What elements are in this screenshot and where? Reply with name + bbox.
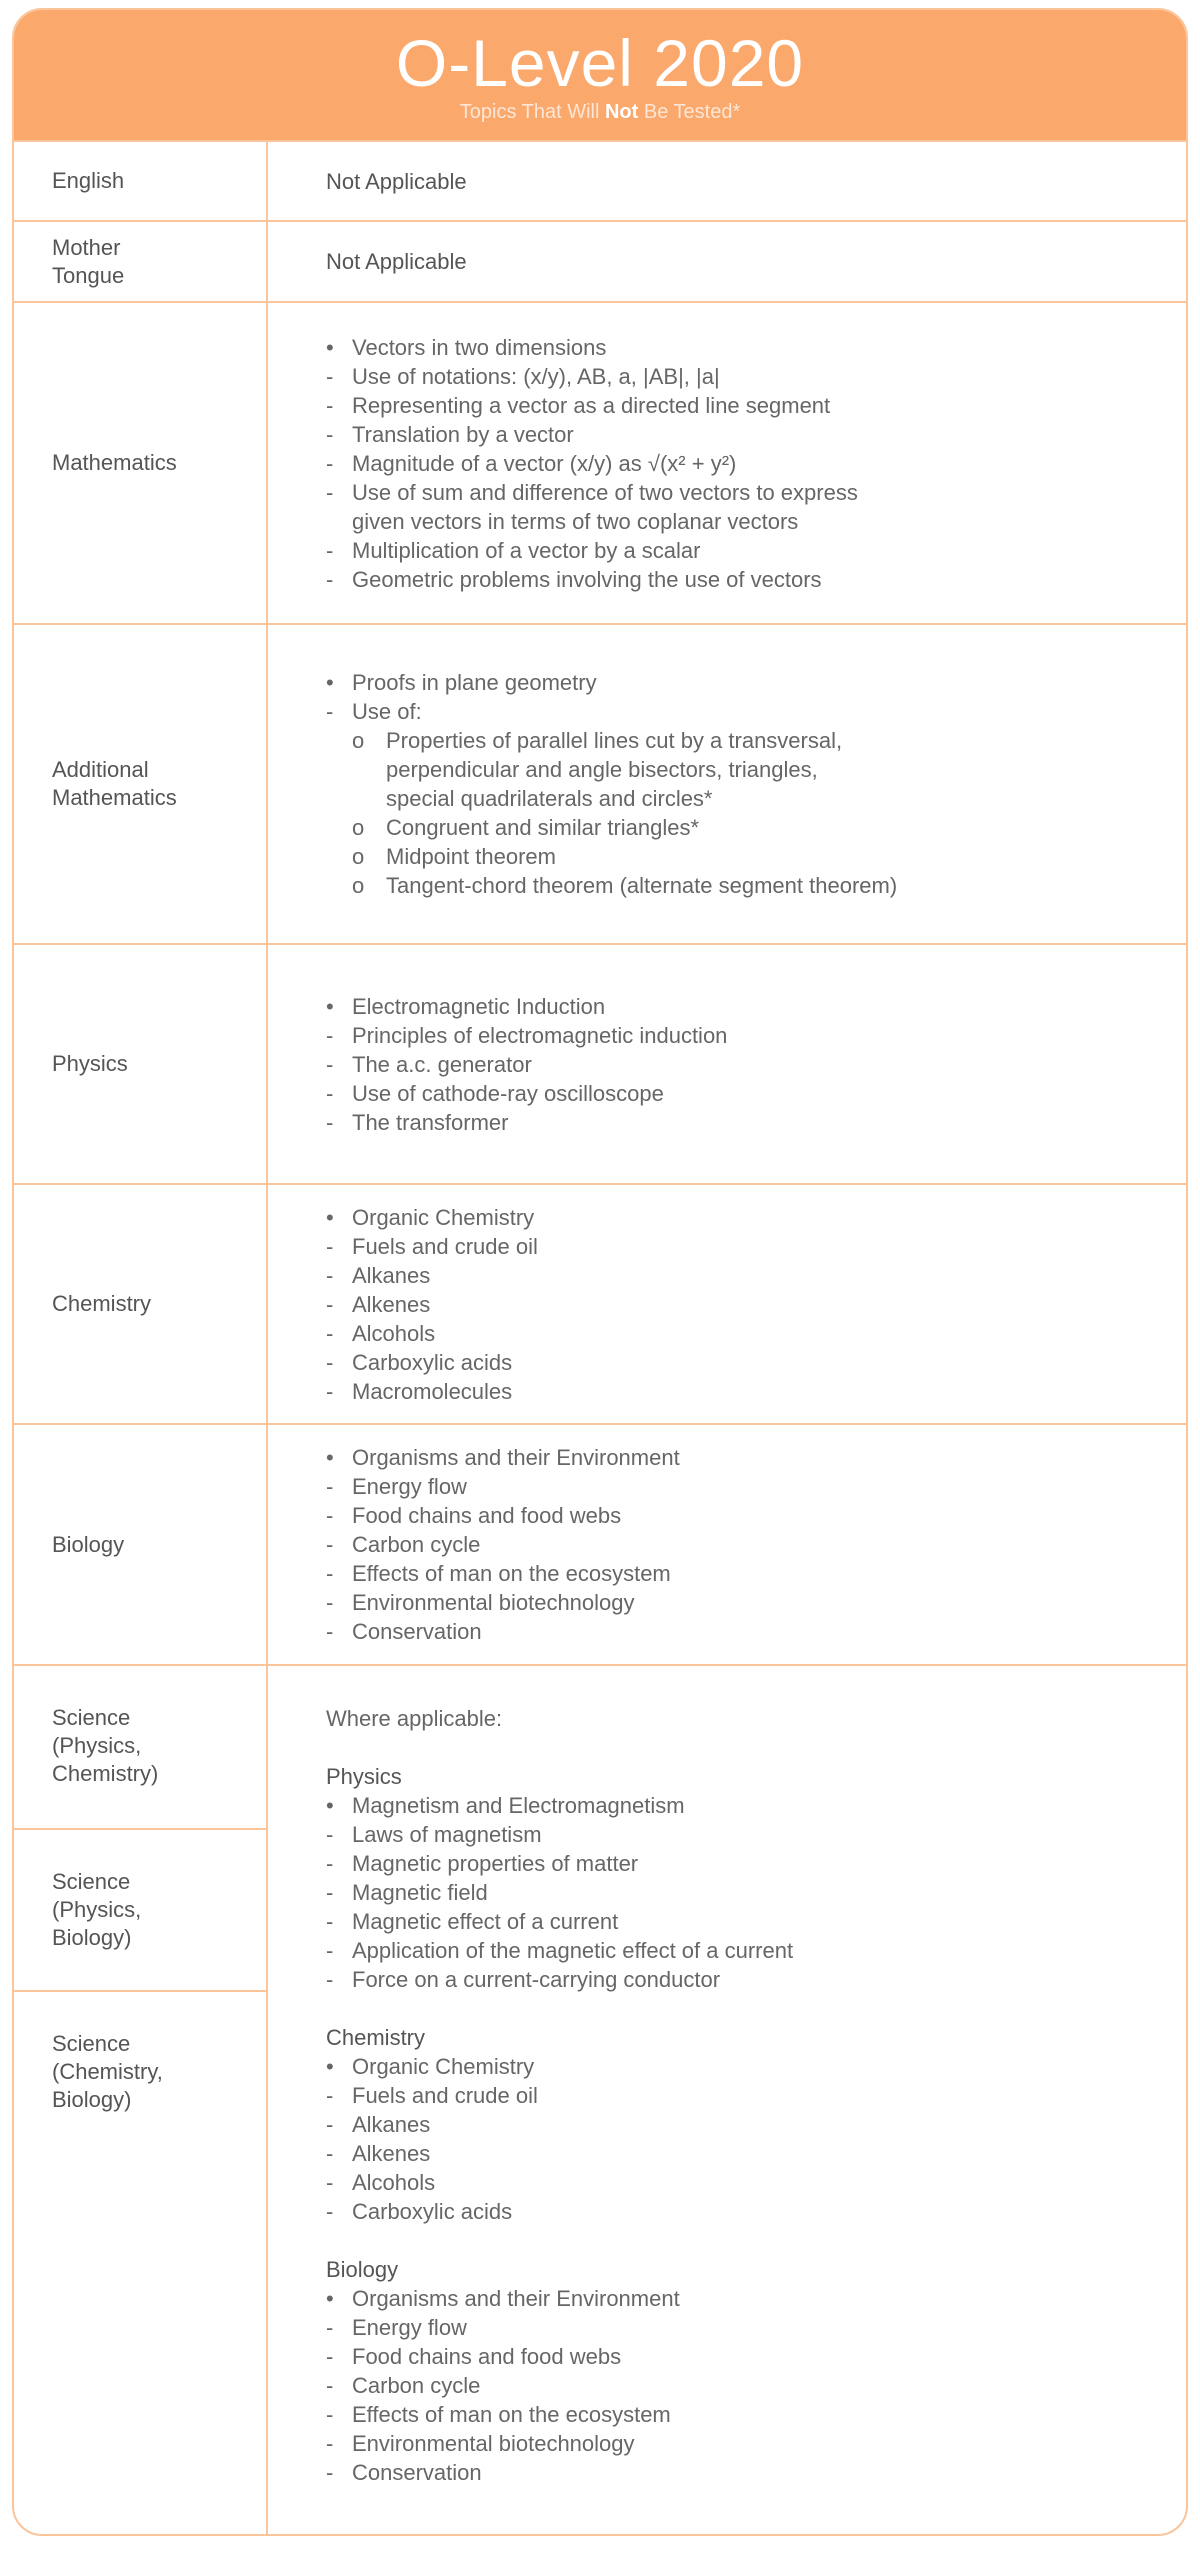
topic-text: Magnetism and Electromagnetism bbox=[352, 1793, 685, 1818]
topic-item bbox=[326, 2342, 1186, 2371]
topic-item bbox=[326, 1617, 1186, 1646]
topic-text: Alcohols bbox=[352, 1320, 436, 1346]
bullet-marker: - bbox=[326, 1320, 334, 1346]
topic-item bbox=[326, 1232, 1186, 1261]
row-chemistry bbox=[14, 1183, 1186, 1423]
topic-item bbox=[326, 2400, 1186, 2429]
bullet-marker: - bbox=[326, 392, 334, 418]
bullet-marker: - bbox=[326, 1349, 334, 1375]
topic-list bbox=[326, 1791, 1186, 1994]
topic-text: Alcohols bbox=[352, 2170, 436, 2195]
bullet-marker: - bbox=[326, 1262, 334, 1288]
row-physics bbox=[14, 943, 1186, 1183]
topic-item bbox=[326, 2429, 1186, 2458]
topic-text: Organisms and their Environment bbox=[352, 1445, 680, 1470]
topic-item bbox=[326, 2052, 1186, 2081]
bullet-marker: - bbox=[326, 2315, 334, 2340]
subtopic-item bbox=[326, 755, 1186, 784]
topic-item bbox=[326, 1501, 1186, 1530]
topic-item bbox=[326, 1319, 1186, 1348]
topic-text: Carbon cycle bbox=[352, 1532, 481, 1557]
subtitle-post: Be Tested* bbox=[638, 101, 741, 123]
topics-cell bbox=[268, 1185, 1186, 1423]
topic-text: Magnetic effect of a current bbox=[352, 1909, 619, 1934]
topic-text: Energy flow bbox=[352, 2315, 467, 2340]
bullet-marker: - bbox=[326, 1590, 334, 1615]
subject-line: Biology) bbox=[52, 1925, 132, 1950]
topic-list bbox=[326, 2284, 1186, 2487]
bullet-marker: - bbox=[326, 2199, 334, 2224]
topic-text: Organic Chemistry bbox=[352, 2054, 535, 2079]
topic-text: Use of cathode-ray oscilloscope bbox=[352, 1080, 664, 1106]
subject-cell: Mathematics bbox=[14, 303, 268, 623]
topic-item bbox=[326, 668, 1186, 697]
topic-text: special quadrilaterals and circles* bbox=[386, 786, 713, 811]
bullet-marker: - bbox=[326, 2170, 334, 2195]
bullet-marker: - bbox=[326, 421, 334, 447]
bullet-marker: • bbox=[326, 670, 334, 695]
topic-text: Alkenes bbox=[352, 2141, 431, 2166]
row-mother-tongue bbox=[14, 220, 1186, 301]
topics-cell bbox=[268, 945, 1186, 1183]
topic-text: Conservation bbox=[352, 1619, 482, 1644]
topic-item bbox=[326, 1079, 1186, 1108]
subject-line: (Physics, bbox=[52, 1733, 142, 1758]
not-applicable-text: Not Applicable bbox=[326, 249, 467, 274]
subject-cell: Biology bbox=[14, 1425, 268, 1664]
bullet-marker: - bbox=[326, 537, 334, 563]
topic-item bbox=[326, 1907, 1186, 1936]
bullet-marker: • bbox=[326, 1793, 334, 1818]
topics-cell bbox=[268, 1425, 1186, 1664]
topic-text: Representing a vector as a directed line segment bbox=[352, 392, 831, 418]
topic-text: Carboxylic acids bbox=[352, 1349, 513, 1375]
topic-text: Fuels and crude oil bbox=[352, 2083, 538, 2108]
bullet-marker: - bbox=[326, 1880, 334, 1905]
subtitle-bold: Not bbox=[604, 101, 639, 123]
topics-cell bbox=[268, 142, 1186, 220]
bullet-marker bbox=[326, 507, 352, 536]
bullet-marker: - bbox=[326, 479, 334, 505]
bullet-marker: - bbox=[326, 1822, 334, 1847]
bullet-marker: - bbox=[326, 2373, 334, 2398]
topic-text: Environmental biotechnology bbox=[352, 1590, 635, 1615]
row-mathematics bbox=[14, 301, 1186, 623]
bullet-marker: - bbox=[326, 2141, 334, 2166]
bullet-marker: - bbox=[326, 450, 334, 476]
topic-text: Vectors in two dimensions bbox=[352, 334, 607, 360]
bullet-marker: o bbox=[352, 844, 365, 869]
bullet-marker: o bbox=[352, 815, 365, 840]
topic-text: Laws of magnetism bbox=[352, 1822, 542, 1847]
subtopic-list bbox=[326, 726, 1186, 900]
subject-cell: Physics bbox=[14, 945, 268, 1183]
topic-text: Macromolecules bbox=[352, 1378, 513, 1404]
topics-cell bbox=[268, 625, 1186, 943]
topic-item bbox=[326, 1965, 1186, 1994]
bullet-marker: - bbox=[326, 1503, 334, 1528]
subject-cell bbox=[14, 625, 268, 943]
bullet-marker: - bbox=[326, 2460, 334, 2485]
bullet-marker: - bbox=[326, 1909, 334, 1934]
topic-text: Use of sum and difference of two vectors to express bbox=[352, 479, 858, 505]
topic-item bbox=[326, 391, 1186, 420]
bullet-marker bbox=[352, 784, 386, 813]
topic-text: Use of: bbox=[352, 699, 422, 724]
bullet-marker: • bbox=[326, 334, 334, 360]
topic-item bbox=[326, 2110, 1186, 2139]
topic-text: Force on a current-carrying conductor bbox=[352, 1967, 721, 1992]
bullet-marker: - bbox=[326, 1967, 334, 1992]
topic-text: Alkanes bbox=[352, 2112, 431, 2137]
topic-list bbox=[326, 668, 1186, 726]
topic-text: Alkanes bbox=[352, 1262, 431, 1288]
topic-text: Application of the magnetic effect of a current bbox=[352, 1938, 794, 1963]
topic-text: Alkenes bbox=[352, 1291, 431, 1317]
bullet-marker: • bbox=[326, 1445, 334, 1470]
subject-line: Chemistry) bbox=[52, 1761, 159, 1786]
topic-item bbox=[326, 1348, 1186, 1377]
bullet-marker: - bbox=[326, 1291, 334, 1317]
topic-item bbox=[326, 1472, 1186, 1501]
topic-text: Translation by a vector bbox=[352, 421, 574, 447]
bullet-marker: - bbox=[326, 1109, 334, 1135]
subject-cell-science-phys-chem bbox=[14, 1666, 266, 1828]
topic-text: Organic Chemistry bbox=[352, 1204, 535, 1230]
bullet-marker bbox=[352, 755, 386, 784]
topic-item bbox=[326, 1377, 1186, 1406]
subject-line: Biology) bbox=[52, 2087, 132, 2112]
topic-text: Congruent and similar triangles* bbox=[386, 815, 700, 840]
bullet-marker: - bbox=[326, 1619, 334, 1644]
section-heading-biology: Biology bbox=[326, 2257, 399, 2282]
bullet-marker: • bbox=[326, 2286, 334, 2311]
topics-cell bbox=[268, 222, 1186, 301]
page-title: O-Level 2020 bbox=[395, 26, 805, 100]
topic-text: Properties of parallel lines cut by a transversal, bbox=[386, 728, 843, 753]
bullet-marker: - bbox=[326, 2083, 334, 2108]
header-banner bbox=[14, 10, 1186, 140]
topic-item bbox=[326, 565, 1186, 594]
bullet-marker: - bbox=[326, 1233, 334, 1259]
bullet-marker: - bbox=[326, 363, 334, 389]
subject-line: Mathematics bbox=[52, 785, 177, 810]
subtopic-item bbox=[326, 871, 1186, 900]
subject-cell: English bbox=[14, 142, 268, 220]
topic-item bbox=[326, 1820, 1186, 1849]
topic-item bbox=[326, 420, 1186, 449]
subtitle-pre: Topics That Will bbox=[459, 101, 605, 123]
subtopic-item bbox=[326, 813, 1186, 842]
science-subjects bbox=[14, 1666, 268, 2536]
topic-item bbox=[326, 1849, 1186, 1878]
topic-item bbox=[326, 1588, 1186, 1617]
subject-line: Tongue bbox=[52, 262, 125, 288]
topics-cell bbox=[268, 303, 1186, 623]
subtopic-item bbox=[326, 842, 1186, 871]
not-applicable-text: Not Applicable bbox=[326, 168, 467, 194]
bullet-marker: - bbox=[326, 2344, 334, 2369]
row-biology bbox=[14, 1423, 1186, 1664]
topic-text: perpendicular and angle bisectors, triangles, bbox=[386, 757, 818, 782]
topic-text: Environmental biotechnology bbox=[352, 2431, 635, 2456]
subject-cell: Chemistry bbox=[14, 1185, 268, 1423]
topic-item bbox=[326, 2284, 1186, 2313]
topics-cell bbox=[268, 1666, 1186, 2536]
topic-text: Midpoint theorem bbox=[386, 844, 556, 869]
topic-item bbox=[326, 2168, 1186, 2197]
subtopic-item bbox=[326, 784, 1186, 813]
topic-item bbox=[326, 1936, 1186, 1965]
topic-text: Food chains and food webs bbox=[352, 2344, 622, 2369]
bullet-marker: • bbox=[326, 2054, 334, 2079]
bullet-marker: - bbox=[326, 2112, 334, 2137]
topic-item bbox=[326, 992, 1186, 1021]
bullet-marker: • bbox=[326, 1204, 334, 1230]
bullet-marker: - bbox=[326, 699, 334, 724]
bullet-marker: - bbox=[326, 1022, 334, 1048]
topic-item bbox=[326, 478, 1186, 507]
topic-text: Food chains and food webs bbox=[352, 1503, 622, 1528]
bullet-marker: • bbox=[326, 993, 334, 1019]
topic-text: Geometric problems involving the use of vectors bbox=[352, 566, 822, 592]
topic-item bbox=[326, 1530, 1186, 1559]
topic-text: Effects of man on the ecosystem bbox=[352, 1561, 671, 1586]
topic-text: Carbon cycle bbox=[352, 2373, 481, 2398]
bullet-marker: - bbox=[326, 1532, 334, 1557]
topic-text: The transformer bbox=[352, 1109, 509, 1135]
topic-text: Carboxylic acids bbox=[352, 2199, 513, 2224]
topic-item bbox=[326, 1261, 1186, 1290]
row-english bbox=[14, 140, 1186, 220]
topic-text: Use of notations: (x/y), AB, a, |AB|, |a| bbox=[352, 363, 720, 389]
topic-text: Organisms and their Environment bbox=[352, 2286, 680, 2311]
bullet-marker: - bbox=[326, 1561, 334, 1586]
topic-item bbox=[326, 2371, 1186, 2400]
topic-item bbox=[326, 449, 1186, 478]
bullet-marker: - bbox=[326, 1080, 334, 1106]
subject-line: Science bbox=[52, 2031, 131, 2056]
section-heading-physics: Physics bbox=[326, 1764, 402, 1789]
topic-item bbox=[326, 1290, 1186, 1319]
topic-item bbox=[326, 1443, 1186, 1472]
topic-text: Fuels and crude oil bbox=[352, 1233, 538, 1259]
topic-text: Magnetic properties of matter bbox=[352, 1851, 639, 1876]
topic-item bbox=[326, 1878, 1186, 1907]
bullet-marker: - bbox=[326, 2402, 334, 2427]
where-applicable-text: Where applicable: bbox=[326, 1706, 503, 1731]
subject-line: (Physics, bbox=[52, 1897, 142, 1922]
topic-text: Magnitude of a vector (x/y) as √(x² + y²) bbox=[352, 450, 737, 476]
bullet-marker: o bbox=[352, 873, 365, 898]
topic-text: Energy flow bbox=[352, 1474, 467, 1499]
subject-line: Additional bbox=[52, 757, 149, 782]
topic-item bbox=[326, 507, 1186, 536]
topic-item bbox=[326, 1791, 1186, 1820]
topics-card bbox=[12, 8, 1188, 2536]
bullet-marker: - bbox=[326, 2431, 334, 2456]
topic-item bbox=[326, 2313, 1186, 2342]
bullet-marker: - bbox=[326, 1474, 334, 1499]
bullet-marker: - bbox=[326, 1938, 334, 1963]
topic-item bbox=[326, 1559, 1186, 1588]
subject-cell bbox=[14, 222, 268, 301]
topic-text: Principles of electromagnetic induction bbox=[352, 1022, 728, 1048]
topic-item bbox=[326, 536, 1186, 565]
bullet-marker: - bbox=[326, 1378, 334, 1404]
topic-item bbox=[326, 1203, 1186, 1232]
topic-text: Tangent-chord theorem (alternate segment theorem) bbox=[386, 873, 898, 898]
topic-text: Conservation bbox=[352, 2460, 482, 2485]
topic-item bbox=[326, 2139, 1186, 2168]
subject-cell-science-phys-bio bbox=[14, 1828, 266, 1990]
topic-item bbox=[326, 2458, 1186, 2487]
topic-text: Multiplication of a vector by a scalar bbox=[352, 537, 701, 563]
topic-text: The a.c. generator bbox=[352, 1051, 532, 1077]
topic-item bbox=[326, 1050, 1186, 1079]
subject-line: (Chemistry, bbox=[52, 2059, 163, 2084]
section-heading-chemistry: Chemistry bbox=[326, 2025, 426, 2050]
bullet-marker: - bbox=[326, 566, 334, 592]
topic-text: Electromagnetic Induction bbox=[352, 993, 606, 1019]
topic-item bbox=[326, 1108, 1186, 1137]
row-additional-mathematics bbox=[14, 623, 1186, 943]
topic-item bbox=[326, 362, 1186, 391]
topic-text: Magnetic field bbox=[352, 1880, 488, 1905]
bullet-marker: - bbox=[326, 1051, 334, 1077]
page-subtitle bbox=[14, 100, 1186, 124]
subject-line: Science bbox=[52, 1869, 131, 1894]
bullet-marker: - bbox=[326, 1851, 334, 1876]
topic-item bbox=[326, 2197, 1186, 2226]
topic-text: Proofs in plane geometry bbox=[352, 670, 597, 695]
subject-cell-science-chem-bio bbox=[14, 1990, 266, 2536]
topic-item bbox=[326, 333, 1186, 362]
subtopic-item bbox=[326, 726, 1186, 755]
topic-item bbox=[326, 1021, 1186, 1050]
row-science bbox=[14, 1664, 1186, 2536]
subject-line: Mother bbox=[52, 234, 121, 260]
topic-item bbox=[326, 2081, 1186, 2110]
topic-text: Effects of man on the ecosystem bbox=[352, 2402, 671, 2427]
subject-line: Science bbox=[52, 1705, 131, 1730]
bullet-marker: o bbox=[352, 728, 365, 753]
topic-list bbox=[326, 2052, 1186, 2226]
topic-text: given vectors in terms of two coplanar vectors bbox=[352, 508, 799, 534]
topic-item bbox=[326, 697, 1186, 726]
